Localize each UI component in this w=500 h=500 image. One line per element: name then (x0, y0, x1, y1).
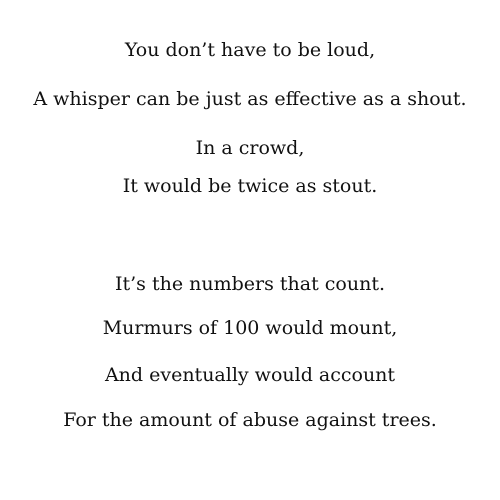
poem-line: A whisper can be just as effective as a shout. (33, 88, 467, 110)
poem-line: Murmurs of 100 would mount, (102, 317, 398, 339)
poem-line: And eventually would account (104, 364, 396, 386)
poem-line: It would be twice as stout. (122, 175, 378, 197)
poem-line: You don’t have to be loud, (124, 39, 376, 61)
poem-line: In a crowd, (195, 137, 305, 159)
poem-line: It’s the numbers that count. (115, 273, 385, 295)
poem-line: For the amount of abuse against trees. (63, 409, 437, 431)
